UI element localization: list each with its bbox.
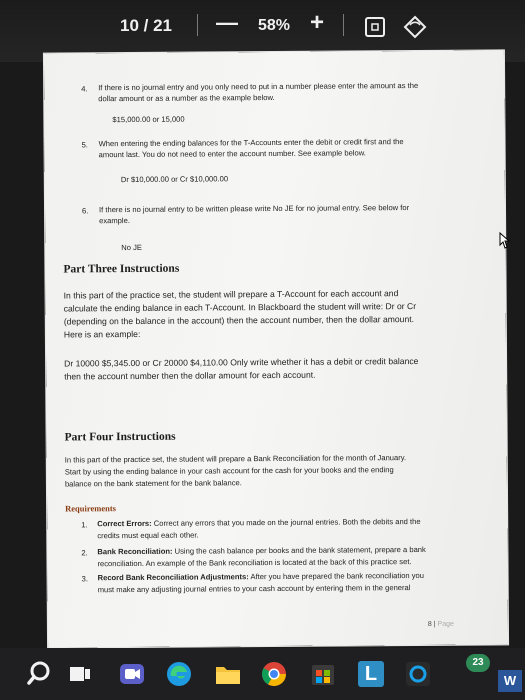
page-footer <box>428 621 454 628</box>
paragraph-line: Here is an example: <box>63 328 141 340</box>
list-item-text: amount last. You do not need to enter the account number. See example below. <box>98 148 366 160</box>
page-number: 8 | <box>427 620 436 628</box>
store-icon[interactable] <box>310 661 336 692</box>
example-text: No JE <box>121 242 143 253</box>
task-view-icon[interactable] <box>68 663 92 690</box>
list-number: 3. <box>81 574 88 584</box>
example-text: $15,000.00 or 15,000 <box>112 114 185 125</box>
zoom-level[interactable]: 58% <box>258 17 291 34</box>
lockdown-browser-icon[interactable]: L <box>358 661 384 687</box>
paragraph-line: Dr 10000 $5,345.00 or Cr 20000 $4,110.00 Only write whether it has a debit or credit balance <box>64 356 419 369</box>
paragraph-line: Start by using the ending balance in your cash account for the cash for your books and the ending <box>64 465 394 477</box>
paragraph-line: then the account number then the dollar amount for each account. <box>64 369 316 382</box>
search-icon[interactable] <box>26 660 52 691</box>
requirement-title: Record Bank Reconciliation Adjustments: <box>97 572 249 583</box>
example-text: Dr $10,000.00 or Cr $10,000.00 <box>120 174 229 185</box>
list-item-text: If there is no journal entry and you only need to put in a number please enter the amount as the <box>98 81 419 93</box>
chrome-icon[interactable] <box>260 660 288 693</box>
toolbar-divider <box>197 14 198 36</box>
fit-page-icon[interactable] <box>364 16 386 43</box>
file-explorer-icon[interactable] <box>214 661 242 692</box>
list-number: 1. <box>81 520 88 530</box>
requirement-text: Correct any errors that you made on the journal entries. Both the debits and the <box>151 516 421 528</box>
office-icon[interactable] <box>404 660 432 693</box>
requirement-line <box>97 545 425 558</box>
requirement-text: Using the cash balance per books and the bank statement, prepare a bank <box>172 544 426 556</box>
page-word: Page <box>437 620 454 628</box>
requirement-text: After you have prepared the bank reconciliation you <box>248 570 425 582</box>
list-item-text: If there is no journal entry to be written please write No JE for no journal entry. See below for <box>98 203 410 215</box>
list-item-text: When entering the ending balances for the T-Accounts enter the debit or credit first and the <box>98 137 404 149</box>
windows-taskbar <box>0 648 525 700</box>
pdf-page <box>44 50 508 647</box>
paragraph-line: In this part of the practice set, the student will prepare a Bank Reconciliation for the month of January. <box>64 453 407 465</box>
paragraph-line: (depending on the balance in the account) then the account number, then the dollar amount. <box>63 314 415 327</box>
word-icon[interactable]: W <box>498 670 522 692</box>
rotate-icon[interactable] <box>402 14 428 45</box>
paragraph-line: balance on the bank statement for the bank balance. <box>64 478 242 489</box>
toolbar-divider <box>343 14 344 36</box>
requirement-title: Correct Errors: <box>97 518 152 529</box>
list-item-text: example. <box>99 216 130 226</box>
requirements-heading: Requirements <box>65 503 116 514</box>
section-heading: Part Four Instructions <box>64 430 176 444</box>
requirement-line <box>98 571 424 584</box>
requirement-title: Bank Reconciliation: <box>97 546 173 557</box>
list-number: 6. <box>81 206 89 216</box>
notification-badge: 23 <box>466 654 490 672</box>
paragraph-line: In this part of the practice set, the student will prepare a T-Account for each account and <box>63 288 399 301</box>
edge-icon[interactable] <box>165 660 193 693</box>
list-item-text: dollar amount or as a number as the example below. <box>98 93 275 104</box>
list-number: 2. <box>81 548 88 558</box>
requirement-line: must make any adjusting journal entries to your cash account by entering them in the general <box>97 583 411 595</box>
paragraph-line: calculate the ending balance in each T-Account. In Blackboard the student will write: Dr or Cr <box>63 301 417 314</box>
list-number: 5. <box>81 140 88 150</box>
mouse-cursor-icon <box>497 232 513 255</box>
section-heading: Part Three Instructions <box>63 262 180 276</box>
zoom-out-button[interactable]: — <box>216 10 238 35</box>
requirement-line: credits must equal each other. <box>97 530 199 541</box>
teams-icon[interactable] <box>118 661 146 692</box>
zoom-in-button[interactable]: + <box>310 9 325 36</box>
list-number: 4. <box>81 84 88 94</box>
requirement-line: reconciliation. An example of the Bank reconciliation is located at the back of this practice set. <box>97 557 412 569</box>
page-indicator[interactable]: 10 / 21 <box>120 16 172 35</box>
requirement-line <box>97 517 420 530</box>
